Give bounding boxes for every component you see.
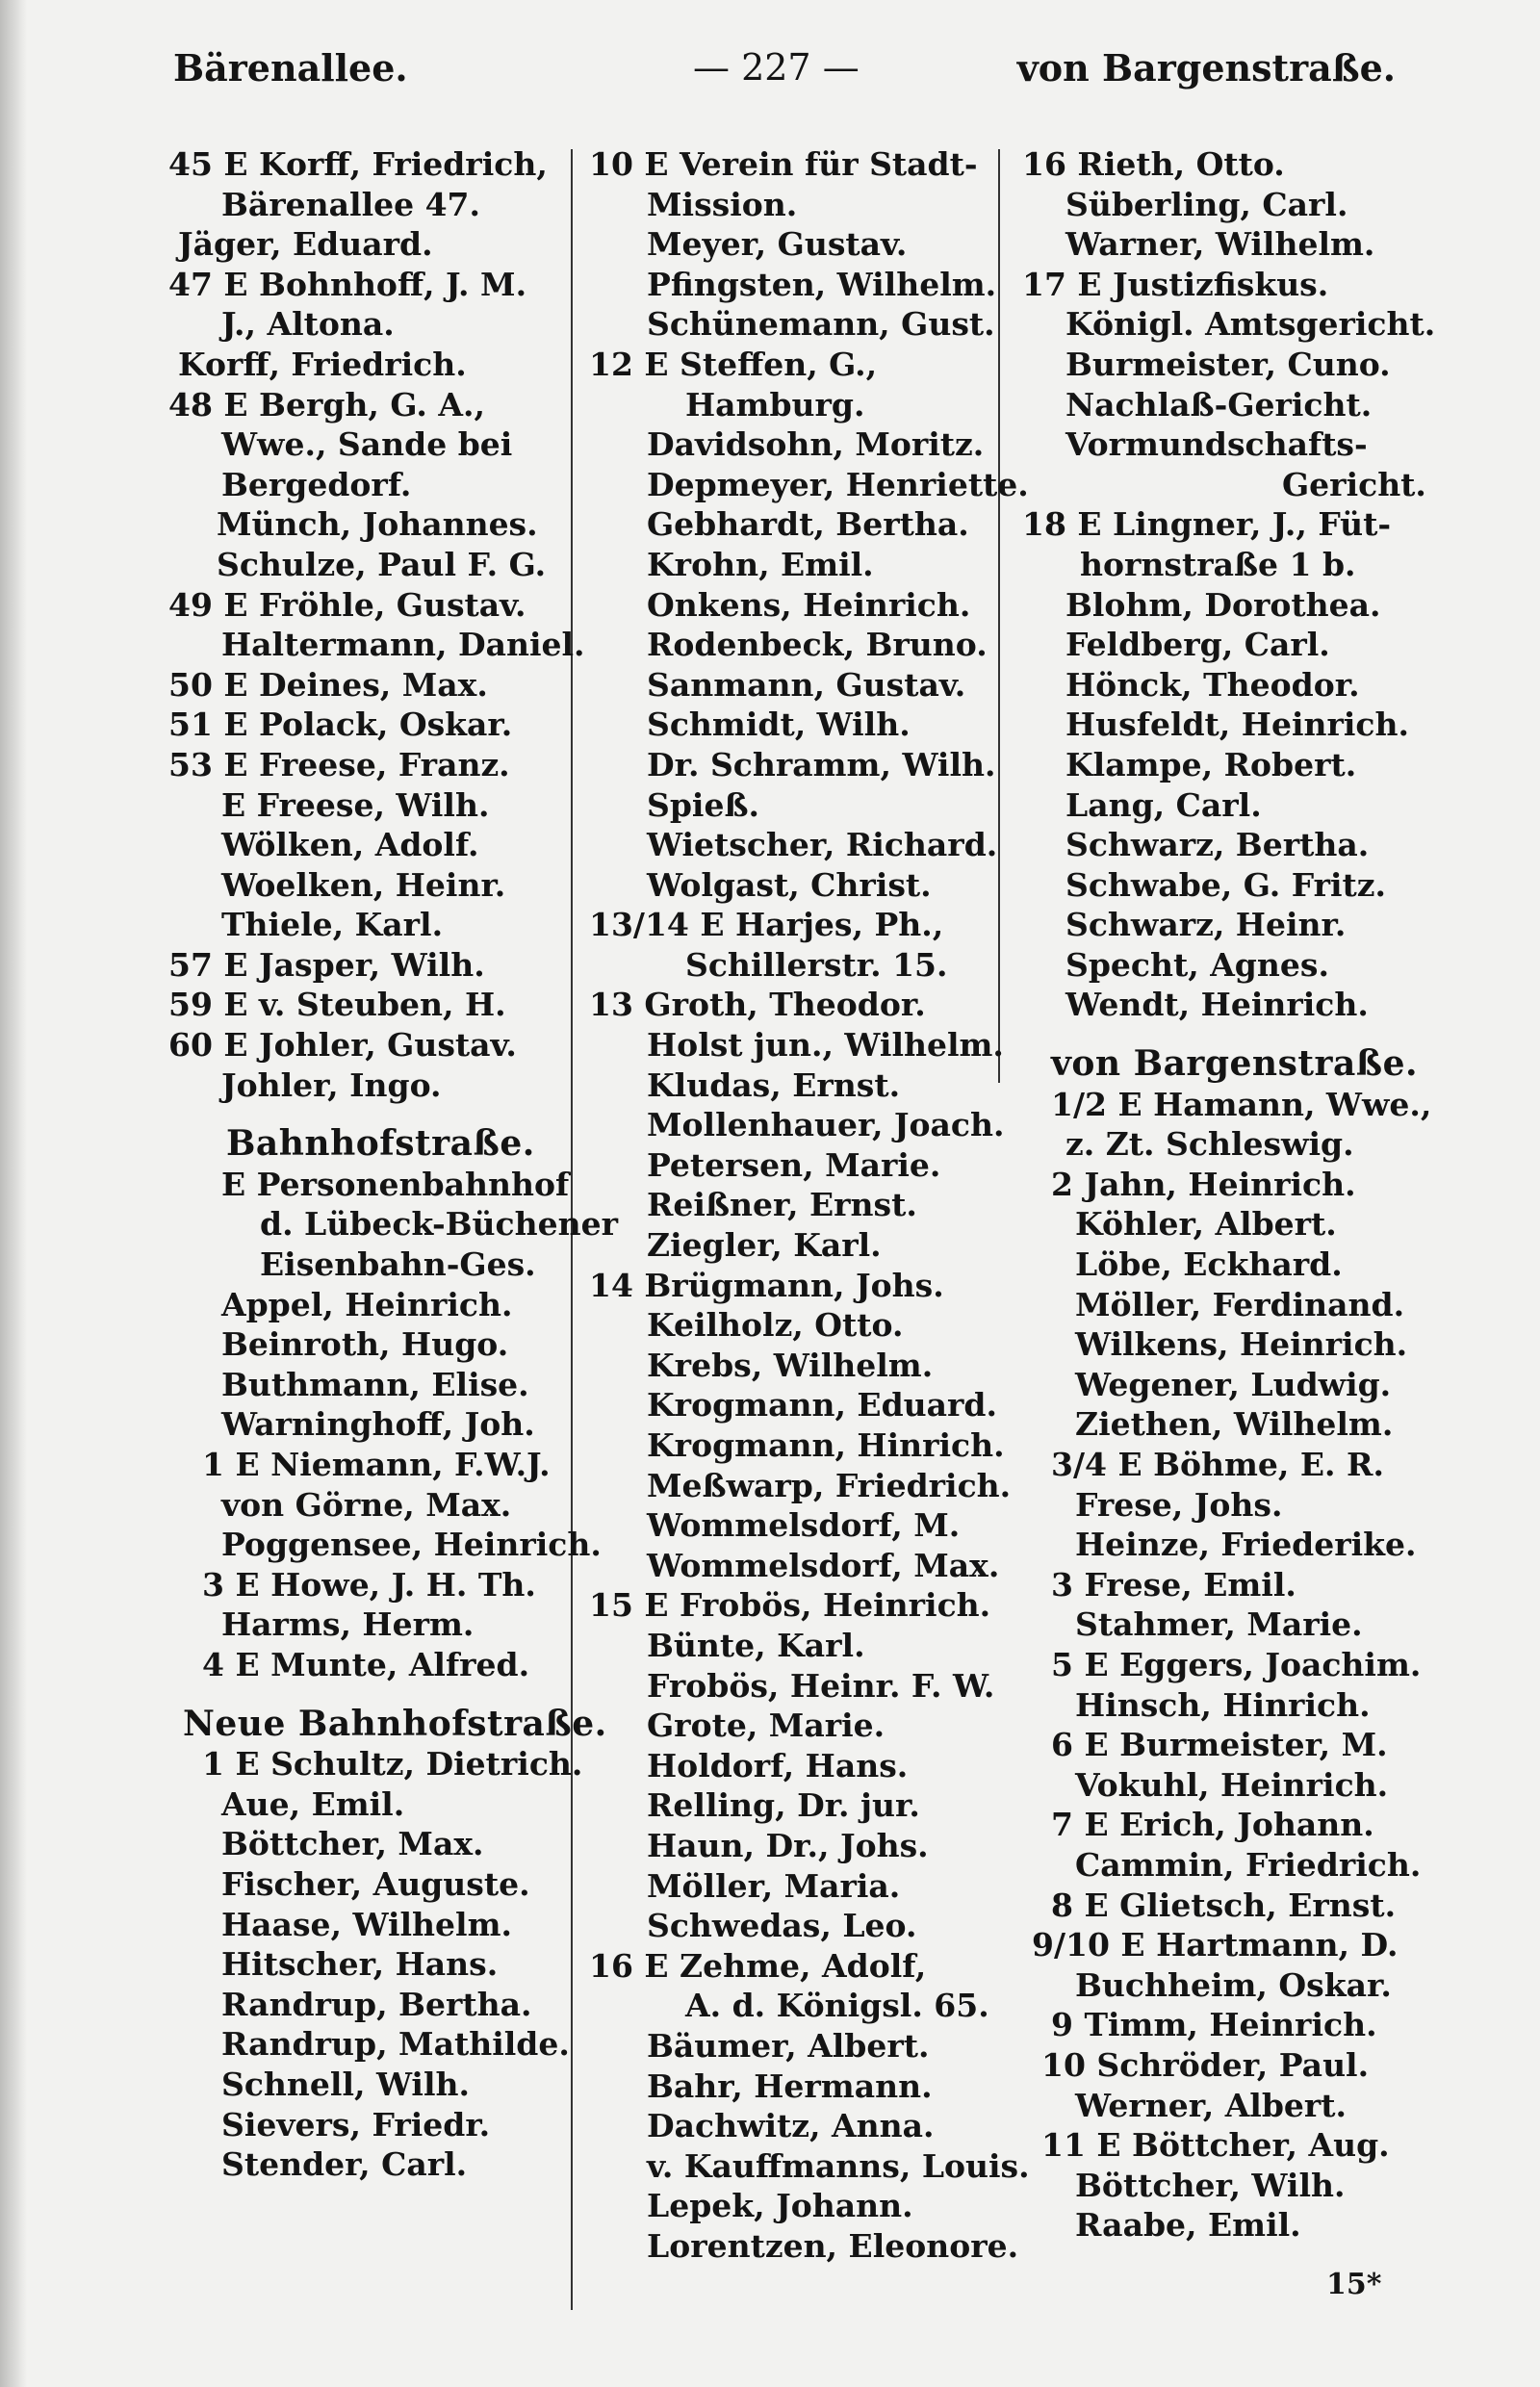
directory-entry: Hitscher, Hans.: [221, 1945, 499, 1984]
directory-entry: J., Altona.: [221, 305, 395, 344]
directory-entry: Randrup, Bertha.: [221, 1985, 532, 2023]
directory-entry: Pfingsten, Wilhelm.: [647, 265, 997, 303]
directory-entry: Korff, Friedrich.: [178, 345, 467, 383]
directory-entry: Schillerstr. 15.: [685, 945, 948, 984]
directory-entry: Dr. Schramm, Wilh.: [647, 745, 996, 783]
directory-entry: Depmeyer, Henriette.: [647, 465, 1029, 503]
directory-entry: Schwarz, Bertha.: [1065, 826, 1370, 864]
directory-entry: von Görne, Max.: [221, 1485, 512, 1524]
page-edge-shadow: [0, 0, 27, 2387]
directory-entry: 50 E Deines, Max.: [168, 665, 488, 704]
directory-entry: 15 E Frobös, Heinrich.: [589, 1586, 991, 1625]
directory-entry: Lorentzen, Eleonore.: [647, 2226, 1019, 2265]
directory-entry: 16 E Zehme, Adolf,: [589, 1946, 927, 1985]
directory-entry: Wölken, Adolf.: [221, 826, 479, 864]
section-gap: [1022, 1025, 1465, 1044]
directory-entry: 10 E Verein für Stadt-: [589, 145, 978, 183]
directory-entry: 3/4 E Böhme, E. R.: [1051, 1446, 1384, 1483]
street-heading: Bahnhofstraße.: [226, 1123, 535, 1165]
directory-entry: E Freese, Wilh.: [221, 785, 490, 824]
column-2: [589, 144, 1030, 2266]
directory-entry: Rodenbeck, Bruno.: [647, 626, 988, 664]
directory-entry: 17 E Justizfiskus.: [1022, 265, 1329, 303]
directory-entry: Ziethen, Wilhelm.: [1075, 1405, 1394, 1444]
directory-entry: A. d. Königsl. 65.: [685, 1987, 989, 2025]
directory-entry: Krebs, Wilhelm.: [647, 1346, 934, 1384]
directory-entry: Feldberg, Carl.: [1065, 626, 1330, 664]
directory-entry: 8 E Glietsch, Ernst.: [1051, 1886, 1397, 1924]
directory-entry: Warninghoff, Joh.: [221, 1405, 535, 1444]
directory-entry: 49 E Fröhle, Gustav.: [168, 585, 526, 624]
directory-entry: Appel, Heinrich.: [221, 1285, 513, 1323]
directory-entry: Köhler, Albert.: [1075, 1205, 1337, 1244]
directory-entry: hornstraße 1 b.: [1080, 545, 1356, 583]
directory-entry: Vormundschafts-: [1065, 425, 1368, 464]
directory-entry: 9/10 E Hartmann, D.: [1032, 1926, 1399, 1964]
directory-entry: Thiele, Karl.: [221, 906, 444, 944]
directory-entry: Wwe., Sande bei: [221, 425, 513, 464]
directory-entry: Buthmann, Elise.: [221, 1365, 529, 1403]
directory-entry: 11 E Böttcher, Aug.: [1041, 2126, 1390, 2165]
directory-entry: Ziegler, Karl.: [647, 1226, 882, 1265]
directory-entry: 47 E Bohnhoff, J. M.: [168, 265, 527, 303]
header-left-street: Bärenallee.: [173, 46, 408, 90]
directory-entry: Schünemann, Gust.: [647, 305, 995, 344]
directory-entry: Krogmann, Hinrich.: [647, 1426, 1005, 1464]
directory-entry: Burmeister, Cuno.: [1065, 345, 1391, 383]
directory-entry: Sievers, Friedr.: [221, 2105, 491, 2143]
directory-entry: Hönck, Theodor.: [1065, 665, 1360, 704]
section-gap: [168, 1105, 573, 1124]
directory-entry: Stender, Carl.: [221, 2145, 468, 2184]
directory-entry: E Personenbahnhof: [221, 1165, 570, 1203]
directory-entry: Meßwarp, Friedrich.: [647, 1466, 1012, 1504]
directory-entry: z. Zt. Schleswig.: [1065, 1125, 1354, 1164]
directory-entry: Wegener, Ludwig.: [1075, 1365, 1392, 1403]
directory-entry: d. Lübeck-Büchener: [260, 1205, 618, 1244]
directory-entry: Haase, Wilhelm.: [221, 1905, 512, 1943]
directory-entry: Hinsch, Hinrich.: [1075, 1685, 1371, 1724]
directory-entry: Kludas, Ernst.: [647, 1065, 901, 1104]
directory-entry: Bahr, Hermann.: [647, 2066, 933, 2105]
directory-entry: Reißner, Ernst.: [647, 1186, 917, 1224]
directory-entry: Onkens, Heinrich.: [647, 585, 971, 624]
directory-entry: v. Kauffmanns, Louis.: [647, 2146, 1030, 2185]
page-header: [173, 46, 1396, 104]
directory-entry: 4 E Munte, Alfred.: [202, 1645, 530, 1683]
directory-entry: Bergedorf.: [221, 465, 412, 503]
directory-entry: Dachwitz, Anna.: [647, 2107, 935, 2145]
directory-entry: Werner, Albert.: [1075, 2086, 1348, 2124]
directory-entry: 18 E Lingner, J., Füt-: [1022, 505, 1392, 544]
directory-entry: 14 Brügmann, Johs.: [589, 1266, 944, 1304]
section-gap: [168, 1685, 573, 1705]
directory-entry: Woelken, Heinr.: [221, 865, 506, 904]
directory-entry: 45 E Korff, Friedrich,: [168, 145, 548, 183]
directory-entry: Blohm, Dorothea.: [1065, 585, 1381, 624]
directory-entry: Wolgast, Christ.: [647, 865, 932, 904]
directory-entry: Löbe, Eckhard.: [1075, 1245, 1343, 1284]
directory-entry: 60 E Johler, Gustav.: [168, 1026, 517, 1065]
directory-entry: Holdorf, Hans.: [647, 1746, 909, 1784]
directory-entry: 3 E Howe, J. H. Th.: [202, 1565, 536, 1604]
directory-entry: 16 Rieth, Otto.: [1022, 145, 1285, 183]
directory-entry: 10 Schröder, Paul.: [1041, 2045, 1370, 2084]
signature-mark: 15*: [1326, 2268, 1382, 2301]
directory-entry: Aue, Emil.: [221, 1784, 405, 1823]
directory-entry: Schwabe, G. Fritz.: [1065, 865, 1386, 904]
directory-entry: Buchheim, Oskar.: [1075, 1965, 1392, 2004]
directory-entry: 12 E Steffen, G.,: [589, 345, 878, 383]
directory-entry: Lang, Carl.: [1065, 785, 1262, 824]
directory-entry: 5 E Eggers, Joachim.: [1051, 1645, 1422, 1683]
directory-entry: Schwarz, Heinr.: [1065, 906, 1347, 944]
directory-entry: Cammin, Friedrich.: [1075, 1845, 1422, 1884]
directory-entry: Schnell, Wilh.: [221, 2065, 470, 2103]
directory-entry: Stahmer, Marie.: [1075, 1605, 1363, 1644]
directory-entry: Eisenbahn-Ges.: [260, 1245, 536, 1284]
directory-entry: Klampe, Robert.: [1065, 745, 1357, 783]
directory-entry: 1 E Schultz, Dietrich.: [202, 1745, 583, 1784]
directory-entry: 1 E Niemann, F.W.J.: [202, 1446, 551, 1483]
directory-entry: Holst jun., Wilhelm.: [647, 1026, 1004, 1065]
directory-entry: Königl. Amtsgericht.: [1065, 305, 1436, 344]
street-heading: von Bargenstraße.: [1051, 1043, 1419, 1085]
directory-entry: Süberling, Carl.: [1065, 185, 1348, 223]
street-heading: Neue Bahnhofstraße.: [183, 1703, 607, 1744]
directory-entry: 51 E Polack, Oskar.: [168, 706, 513, 744]
directory-entry: Haun, Dr., Johs.: [647, 1826, 929, 1864]
directory-entry: Münch, Johannes.: [217, 505, 538, 544]
column-1: [168, 144, 618, 2185]
directory-entry: Beinroth, Hugo.: [221, 1325, 509, 1364]
directory-entry: Hamburg.: [685, 385, 865, 424]
directory-entry: Harms, Herm.: [221, 1605, 475, 1644]
directory-entry: Grote, Marie.: [647, 1707, 886, 1745]
directory-entry: Keilholz, Otto.: [647, 1306, 904, 1345]
page-number: — 227 —: [693, 46, 860, 89]
directory-entry: Gebhardt, Bertha.: [647, 505, 969, 544]
directory-entry: 9 Timm, Heinrich.: [1051, 2006, 1377, 2044]
directory-entry: 1/2 E Hamann, Wwe.,: [1051, 1085, 1432, 1123]
directory-entry: 57 E Jasper, Wilh.: [168, 945, 485, 984]
directory-entry: Jäger, Eduard.: [178, 225, 433, 264]
directory-entry: Krohn, Emil.: [647, 545, 874, 583]
directory-entry: Wommelsdorf, M.: [647, 1506, 961, 1545]
directory-entry: Bünte, Karl.: [647, 1626, 865, 1664]
directory-entry: Wietscher, Richard.: [647, 826, 998, 864]
directory-entry: 13 Groth, Theodor.: [589, 986, 926, 1024]
directory-entry: Meyer, Gustav.: [647, 225, 908, 264]
directory-entry: Johler, Ingo.: [221, 1065, 442, 1104]
directory-entry: Schmidt, Wilh.: [647, 706, 911, 744]
directory-entry: Sanmann, Gustav.: [647, 665, 966, 704]
directory-entry: Schwedas, Leo.: [647, 1907, 917, 1945]
directory-entry: Mission.: [647, 185, 798, 223]
directory-entry: Relling, Dr. jur.: [647, 1786, 920, 1825]
directory-entry: Haltermann, Daniel.: [221, 626, 585, 664]
directory-entry: Warner, Wilhelm.: [1065, 225, 1375, 264]
directory-entry: 6 E Burmeister, M.: [1051, 1726, 1388, 1764]
directory-entry: Frobös, Heinr. F. W.: [647, 1666, 995, 1705]
directory-entry: 53 E Freese, Franz.: [168, 745, 510, 783]
directory-entry: 2 Jahn, Heinrich.: [1051, 1165, 1356, 1203]
directory-entry: Poggensee, Heinrich.: [221, 1526, 602, 1564]
directory-entry: Böttcher, Wilh.: [1075, 2166, 1346, 2204]
directory-entry: Wendt, Heinrich.: [1065, 986, 1369, 1024]
directory-entry: Bärenallee 47.: [221, 185, 480, 223]
directory-entry: Husfeldt, Heinrich.: [1065, 706, 1409, 744]
directory-entry: Raabe, Emil.: [1075, 2206, 1301, 2245]
directory-entry: Schulze, Paul F. G.: [217, 545, 547, 583]
directory-entry: Vokuhl, Heinrich.: [1075, 1765, 1389, 1804]
directory-entry: Wommelsdorf, Max.: [647, 1546, 1000, 1584]
directory-entry: Specht, Agnes.: [1065, 945, 1329, 984]
directory-entry: Spieß.: [647, 785, 759, 824]
directory-entry: Randrup, Mathilde.: [221, 2025, 570, 2064]
directory-entry: Wilkens, Heinrich.: [1075, 1325, 1408, 1364]
directory-entry: 3 Frese, Emil.: [1051, 1565, 1296, 1604]
directory-entry: Möller, Maria.: [647, 1866, 901, 1905]
directory-entry: Heinze, Friederike.: [1075, 1526, 1417, 1564]
directory-entry: Nachlaß-Gericht.: [1065, 385, 1373, 424]
directory-entry: 59 E v. Steuben, H.: [168, 986, 506, 1024]
column-3: [1022, 144, 1465, 2246]
directory-entry: 48 E Bergh, G. A.,: [168, 385, 485, 424]
directory-entry: Gericht.: [1282, 465, 1426, 503]
directory-entry: Lepek, Johann.: [647, 2187, 913, 2225]
directory-entry: Petersen, Marie.: [647, 1145, 941, 1184]
header-right-street: von Bargenstraße.: [1016, 46, 1396, 90]
directory-entry: 7 E Erich, Johann.: [1051, 1806, 1374, 1844]
directory-entry: Bäumer, Albert.: [647, 2026, 930, 2065]
directory-entry: Davidsohn, Moritz.: [647, 425, 985, 464]
directory-entry: Möller, Ferdinand.: [1075, 1285, 1405, 1323]
directory-entry: Frese, Johs.: [1075, 1485, 1283, 1524]
directory-entry: Mollenhauer, Joach.: [647, 1106, 1005, 1144]
directory-entry: 13/14 E Harjes, Ph.,: [589, 906, 944, 944]
directory-entry: Fischer, Auguste.: [221, 1864, 530, 1903]
directory-entry: Krogmann, Eduard.: [647, 1386, 997, 1424]
directory-entry: Böttcher, Max.: [221, 1825, 484, 1863]
